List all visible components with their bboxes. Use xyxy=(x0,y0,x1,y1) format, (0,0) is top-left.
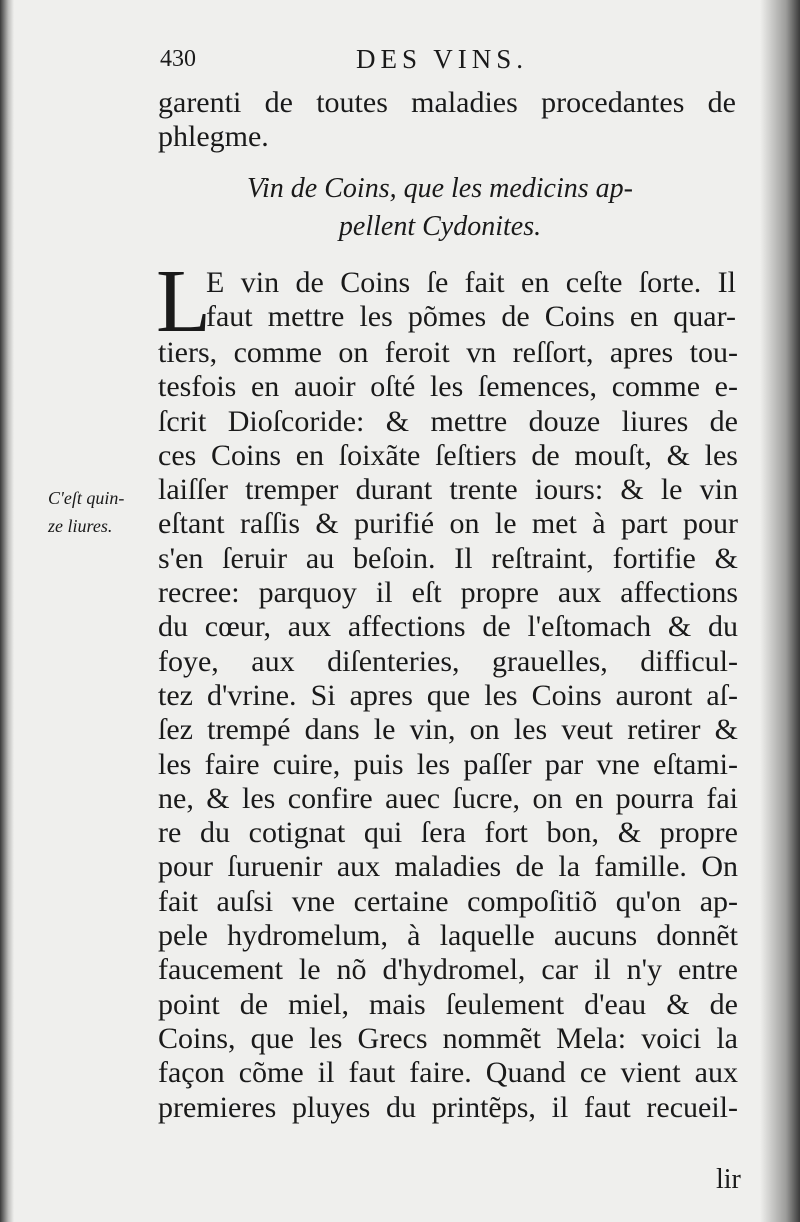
text-line: tiers, comme on feroit vn reſſort, apres tou- xyxy=(158,336,738,369)
page-edge-shadow xyxy=(760,0,800,1222)
text-line: tez d'vrine. Si apres que les Coins auront aſ- xyxy=(158,678,738,712)
text-line: s'en ſeruir au beſoin. Il reſtraint, fortifie & xyxy=(158,541,738,575)
text-line: faucement le nõ d'hydromel, car il n'y entre xyxy=(158,953,738,987)
marginal-note xyxy=(48,484,156,540)
text-line: ne, & les confire auec ſucre, on en pourra fai xyxy=(158,781,738,815)
text-line: re du cotignat qui ſera fort bon, & propre xyxy=(158,816,738,850)
text-line: phlegme. xyxy=(158,120,269,154)
text-line: point de miel, mais ſeulement d'eau & de xyxy=(158,987,738,1021)
running-head: DES VINS. xyxy=(356,44,529,74)
body-text xyxy=(158,336,738,1125)
page-gutter-shadow xyxy=(0,0,14,1222)
text-line: fait auſsi vne certaine compoſitiõ qu'on ap- xyxy=(158,884,738,918)
text-line: pour ſuruenir aux maladies de la famille. On xyxy=(158,850,738,884)
text-line: laiſſer tremper durant trente iours: & le vin xyxy=(158,473,738,507)
text-line: faut mettre les põmes de Coins en quar- xyxy=(206,300,736,334)
text-line: tesfois en auoir oſté les ſemences, comme e- xyxy=(158,370,738,404)
page-header xyxy=(160,44,740,84)
text-line: premieres pluyes du printẽps, il faut recueil- xyxy=(158,1090,738,1124)
page-number: 430 xyxy=(160,46,196,72)
text-line: ſez trempé dans le vin, on les veut retirer & xyxy=(158,713,738,747)
text-line: façon cõme il faut faire. Quand ce vient aux xyxy=(158,1056,738,1090)
heading-line: Vin de Coins, que les medicins ap- xyxy=(247,173,633,204)
text-line: ſcrit Dioſcoride: & mettre douze liures de xyxy=(158,404,738,438)
text-line: garenti de toutes maladies procedantes de xyxy=(158,86,736,119)
text-line: ces Coins en ſoixãte ſeſtiers de mouſt, & les xyxy=(158,438,738,472)
catchword: lir xyxy=(716,1164,741,1195)
marginal-note-line: ze liures. xyxy=(48,516,113,536)
drop-capital: L xyxy=(156,252,211,351)
section-heading xyxy=(150,170,730,246)
text-line: E vin de Coins ſe fait en ceſte ſorte. Il xyxy=(206,266,736,299)
continued-text xyxy=(158,86,736,155)
marginal-note-line: C'eſt quin- xyxy=(48,488,125,508)
text-line: du cœur, aux affections de l'eſtomach & du xyxy=(158,610,738,644)
text-line: foye, aux diſenteries, grauelles, difficul- xyxy=(158,644,738,678)
text-line: Coins, que les Grecs nommẽt Mela: voici la xyxy=(158,1021,738,1055)
text-line: pele hydromelum, à laquelle aucuns donnẽt xyxy=(158,919,738,953)
dropcap-lines xyxy=(206,266,736,335)
text-line: recree: parquoy il eſt propre aux affections xyxy=(158,576,738,610)
heading-line: pellent Cydonites. xyxy=(338,211,542,242)
text-line: les faire cuire, puis les paſſer par vne eſtami- xyxy=(158,747,738,781)
text-line: eſtant raſſis & purifié on le met à part pour xyxy=(158,507,738,541)
